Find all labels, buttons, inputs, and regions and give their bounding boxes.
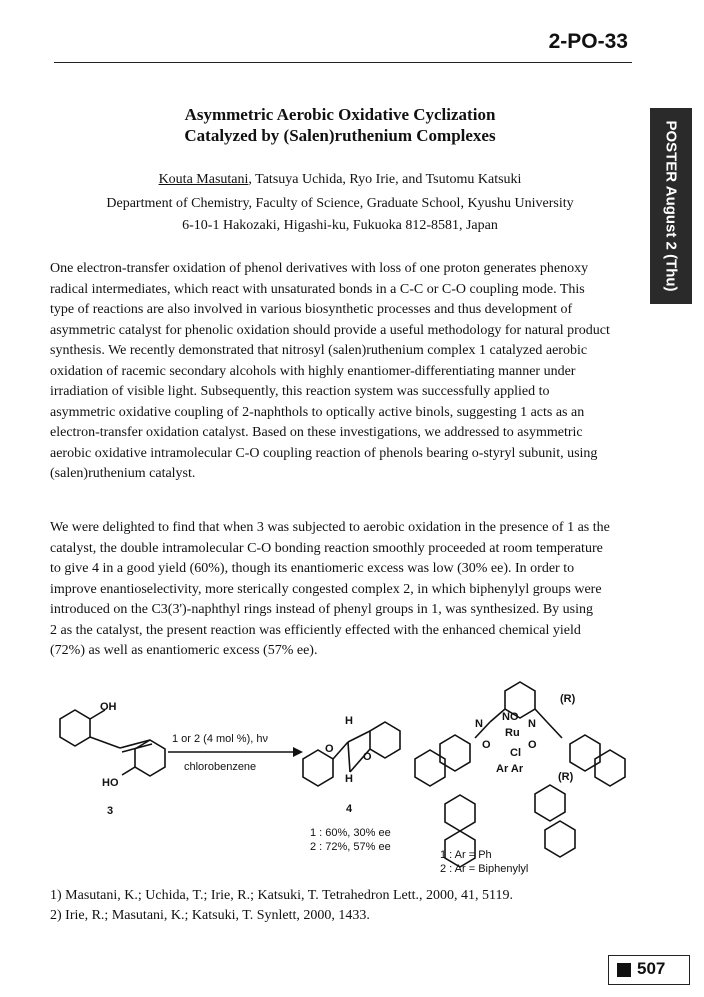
affiliation: Department of Chemistry, Faculty of Science, Graduate School, Kyushu University xyxy=(106,196,574,211)
compound-4-label: 4 xyxy=(346,803,353,815)
p1-line: aerobic oxidative intramolecular C-O coupling reaction of phenols bearing o-styryl subunit, using xyxy=(50,445,598,461)
compound-3-label: 3 xyxy=(107,805,114,817)
p1-line: asymmetric catalyst for phenolic oxidation should provide a useful methodology for natural product xyxy=(50,322,610,338)
compound-3-structure xyxy=(60,710,165,776)
page-number: 507 xyxy=(637,959,666,978)
presenter-name: Kouta Masutani xyxy=(158,172,249,187)
coauthors: , Tatsuya Uchida, Ryo Irie, and Tsutomu Katsuki xyxy=(248,172,522,187)
p1-line: One electron-transfer oxidation of phenol derivatives with loss of one proton generates phenoxy xyxy=(50,261,589,276)
p2-line: catalyst, the double intramolecular C-O bonding reaction smoothly proceeded at room temperature xyxy=(50,540,603,556)
p2-line: improve enantioselectivity, more sterically congested complex 2, in which biphenylyl groups were xyxy=(50,581,602,597)
address: 6-10-1 Hakozaki, Higashi-ku, Fukuoka 812-8581, Japan xyxy=(182,218,498,233)
header-rule xyxy=(54,62,632,63)
p2-line: We were delighted to find that when 3 was subjected to aerobic oxidation in the presence of 1 as the xyxy=(50,520,610,535)
o-label-1: O xyxy=(325,743,334,755)
ar-def-1: 1 : Ar = Ph xyxy=(440,849,492,861)
title-line-2: Catalyzed by (Salen)ruthenium Complexes xyxy=(184,126,496,145)
page-number-box xyxy=(608,955,690,985)
abstract-code: 2-PO-33 xyxy=(548,30,628,53)
ru-label: Ru xyxy=(505,727,520,739)
n-label-1: N xyxy=(475,718,483,730)
o-label-3: O xyxy=(482,739,491,751)
p1-line: synthesis. We recently demonstrated that nitrosyl (salen)ruthenium complex 1 catalyzed aerobic xyxy=(50,343,588,358)
h-top-label: H xyxy=(345,715,353,727)
arrow-head xyxy=(293,747,303,757)
yield-2: 2 : 72%, 57% ee xyxy=(310,841,391,853)
arrow-condition-bottom: chlorobenzene xyxy=(184,761,257,773)
o-label-2: O xyxy=(363,751,372,763)
oh-top-label: OH xyxy=(100,701,117,713)
p1-line: asymmetric oxidative coupling of 2-naphthols to optically active binols, suggesting 1 acts as an xyxy=(50,404,585,420)
ho-bottom-label: HO xyxy=(102,777,119,789)
poster-tab xyxy=(650,108,692,304)
p1-line: irradiation of visible light. Subsequently, this reaction system was successfully applied to xyxy=(50,384,550,399)
arrow-condition-top: 1 or 2 (4 mol %), hν xyxy=(172,733,268,745)
p1-line: (salen)ruthenium catalyst. xyxy=(50,466,196,481)
p2-line: (72%) as well as enantiomeric excess (57% ee). xyxy=(50,643,318,658)
ar-labels: Ar Ar xyxy=(496,763,524,775)
h-bottom-label: H xyxy=(345,773,353,785)
p1-line: oxidation of racemic secondary alcohols with highly enantiomer-differentiating manner under xyxy=(50,363,576,379)
p2-line: 2 as the catalyst, the present reaction was efficiently effected with the enhanced chemical yield xyxy=(50,622,581,638)
paragraph-2 xyxy=(50,518,628,662)
p1-line: type of reactions are also involved in various biosynthetic processes and thus development of xyxy=(50,302,573,317)
p2-line: introduced on the C3(3')-naphthyl rings instead of phenyl groups in 1, was synthesized. By using xyxy=(50,602,593,617)
n-label-2: N xyxy=(528,718,536,730)
page-marker-square xyxy=(617,963,631,977)
p1-line: electron-transfer oxidation catalyst. Based on these investigations, we addressed to asymmetric xyxy=(50,425,583,440)
ar-def-2: 2 : Ar = Biphenylyl xyxy=(440,863,529,875)
o-label-4: O xyxy=(528,739,537,751)
reaction-scheme xyxy=(50,680,640,880)
poster-tab-label: POSTER August 2 (Thu) xyxy=(662,120,680,292)
r-label-bottom: (R) xyxy=(558,771,574,783)
author-line xyxy=(60,172,620,188)
reference-2: 2) Irie, R.; Masutani, K.; Katsuki, T. Synlett, 2000, 1433. xyxy=(50,908,370,923)
reference-1: 1) Masutani, K.; Uchida, T.; Irie, R.; Katsuki, T. Tetrahedron Lett., 2000, 41, 5119. xyxy=(50,888,514,903)
yield-1: 1 : 60%, 30% ee xyxy=(310,827,391,839)
p1-line: radical intermediates, which react with unsaturated bonds in a C-C or C-O coupling mode. This xyxy=(50,281,585,297)
p2-line: to give 4 in a good yield (60%), though its enantiomeric excess was low (30% ee). In order to xyxy=(50,561,575,576)
title-line-1: Asymmetric Aerobic Oxidative Cyclization xyxy=(184,105,496,124)
no-label: NO xyxy=(502,711,519,723)
r-label-top: (R) xyxy=(560,693,576,705)
cl-label: Cl xyxy=(510,747,521,759)
paragraph-1 xyxy=(50,259,628,485)
